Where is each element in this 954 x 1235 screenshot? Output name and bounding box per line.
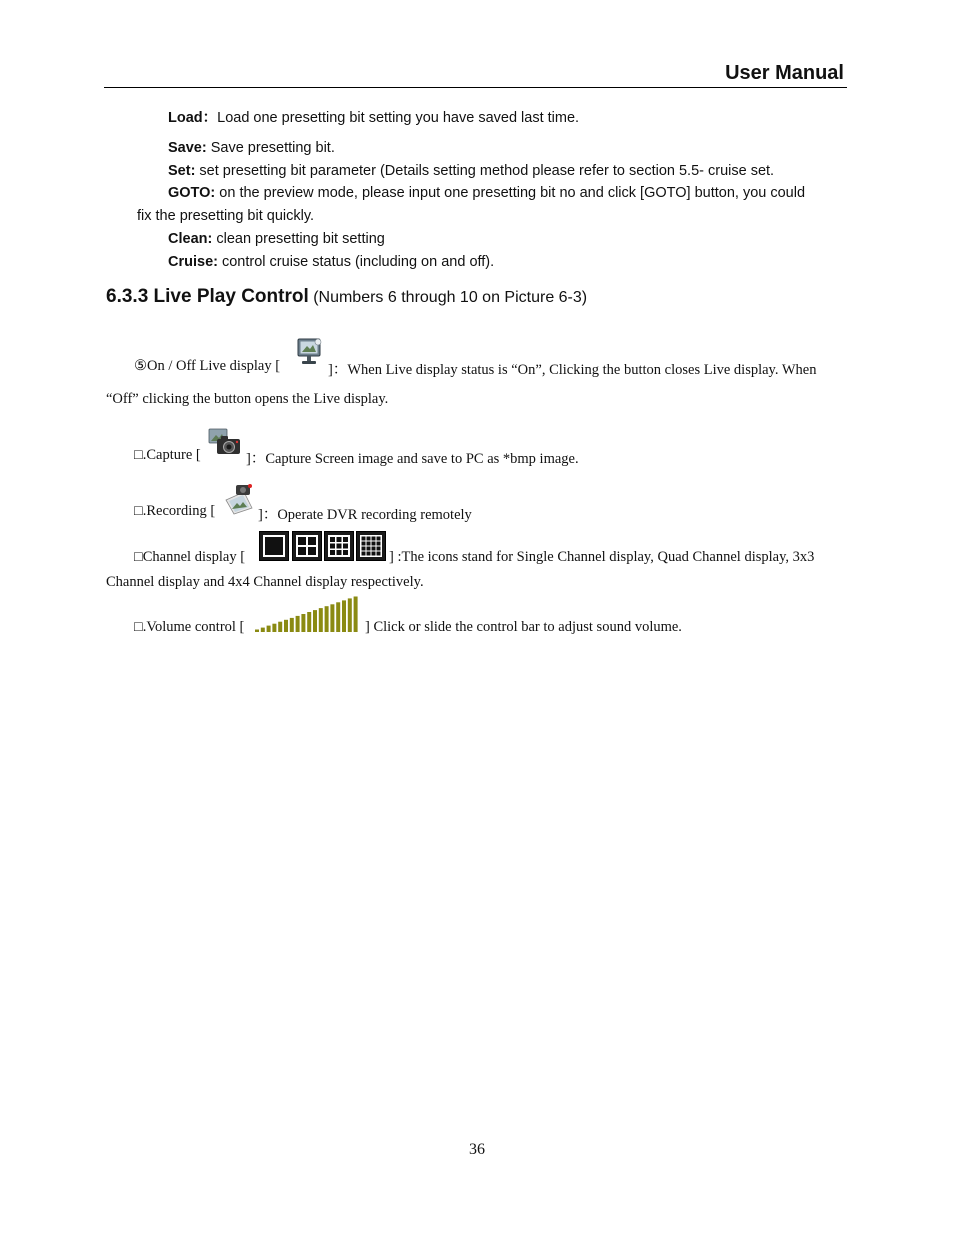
on-off-prefix: ⑤On / Off Live display [ [134, 358, 281, 374]
header-divider [104, 87, 847, 88]
volume-step[interactable] [336, 602, 340, 632]
monitor-icon[interactable] [296, 336, 324, 370]
volume-step[interactable] [278, 622, 282, 632]
load-label: Load： [168, 110, 218, 126]
capture-suffix: ]：Capture Screen image and save to PC as *bmp image. [246, 451, 579, 467]
volume-step[interactable] [290, 618, 294, 632]
load-line [168, 106, 579, 127]
header-title: User Manual [725, 62, 844, 84]
volume-bar-icon[interactable] [254, 596, 360, 634]
volume-step[interactable] [301, 614, 305, 632]
goto-line [168, 185, 805, 201]
volume-step[interactable] [325, 606, 329, 632]
capture-prefix: □.Capture [ [134, 447, 201, 463]
volume-step[interactable] [296, 616, 300, 632]
channel-suffix: ] :The icons stand for Single Channel display, Quad Channel display, 3x3 [389, 549, 815, 565]
page-number: 36 [469, 1141, 485, 1158]
single-channel-icon[interactable] [259, 531, 289, 561]
save-line [168, 140, 335, 156]
volume-step[interactable] [342, 600, 346, 632]
save-text: Save presetting bit. [206, 140, 335, 156]
cruise-label: Cruise: [168, 254, 218, 270]
volume-step[interactable] [319, 608, 323, 632]
clean-text: clean presetting bit setting [212, 231, 385, 247]
goto-label: GOTO: [168, 185, 216, 201]
camera-icon[interactable] [208, 426, 242, 458]
record-icon[interactable] [222, 482, 256, 516]
clean-line [168, 231, 385, 247]
volume-step[interactable] [307, 612, 311, 632]
sixteen-channel-icon[interactable] [356, 531, 386, 561]
section-title: 6.3.3 Live Play Control [106, 286, 309, 307]
cruise-line [168, 254, 494, 270]
on-off-continuation: “Off” clicking the button opens the Live display. [106, 391, 389, 407]
goto-continuation: fix the presetting bit quickly. [137, 208, 315, 224]
set-label: Set: [168, 163, 196, 179]
channel-continuation: Channel display and 4x4 Channel display respectively. [106, 574, 424, 590]
set-line [168, 163, 774, 179]
volume-step[interactable] [313, 610, 317, 632]
cruise-text: control cruise status (including on and off). [217, 254, 495, 270]
section-note: (Numbers 6 through 10 on Picture 6-3) [308, 289, 588, 306]
recording-prefix: □.Recording [ [134, 503, 216, 519]
volume-step[interactable] [354, 597, 358, 633]
load-text: Load one presetting bit setting you have saved last time. [217, 110, 580, 126]
quad-channel-icon[interactable] [292, 531, 322, 561]
clean-label: Clean: [168, 231, 213, 247]
volume-step[interactable] [261, 628, 265, 632]
volume-step[interactable] [255, 630, 259, 633]
volume-step[interactable] [330, 604, 334, 632]
channel-prefix: □Channel display [ [134, 549, 246, 565]
volume-step[interactable] [267, 626, 271, 632]
section-heading [106, 286, 587, 308]
on-off-suffix: ]：When Live display status is “On”, Clicking the button closes Live display. When [328, 362, 817, 378]
recording-suffix: ]：Operate DVR recording remotely [258, 507, 472, 523]
volume-suffix: ] Click or slide the control bar to adjust sound volume. [365, 619, 682, 635]
volume-step[interactable] [348, 598, 352, 632]
nine-channel-icon[interactable] [324, 531, 354, 561]
save-label: Save: [168, 140, 207, 156]
volume-step[interactable] [284, 620, 288, 632]
volume-step[interactable] [272, 624, 276, 632]
goto-text: on the preview mode, please input one presetting bit no and click [GOTO] button, you could [215, 185, 806, 201]
set-text: set presetting bit parameter (Details setting method please refer to section 5.5- cruise set. [195, 163, 775, 179]
volume-prefix: □.Volume control [ [134, 619, 245, 635]
